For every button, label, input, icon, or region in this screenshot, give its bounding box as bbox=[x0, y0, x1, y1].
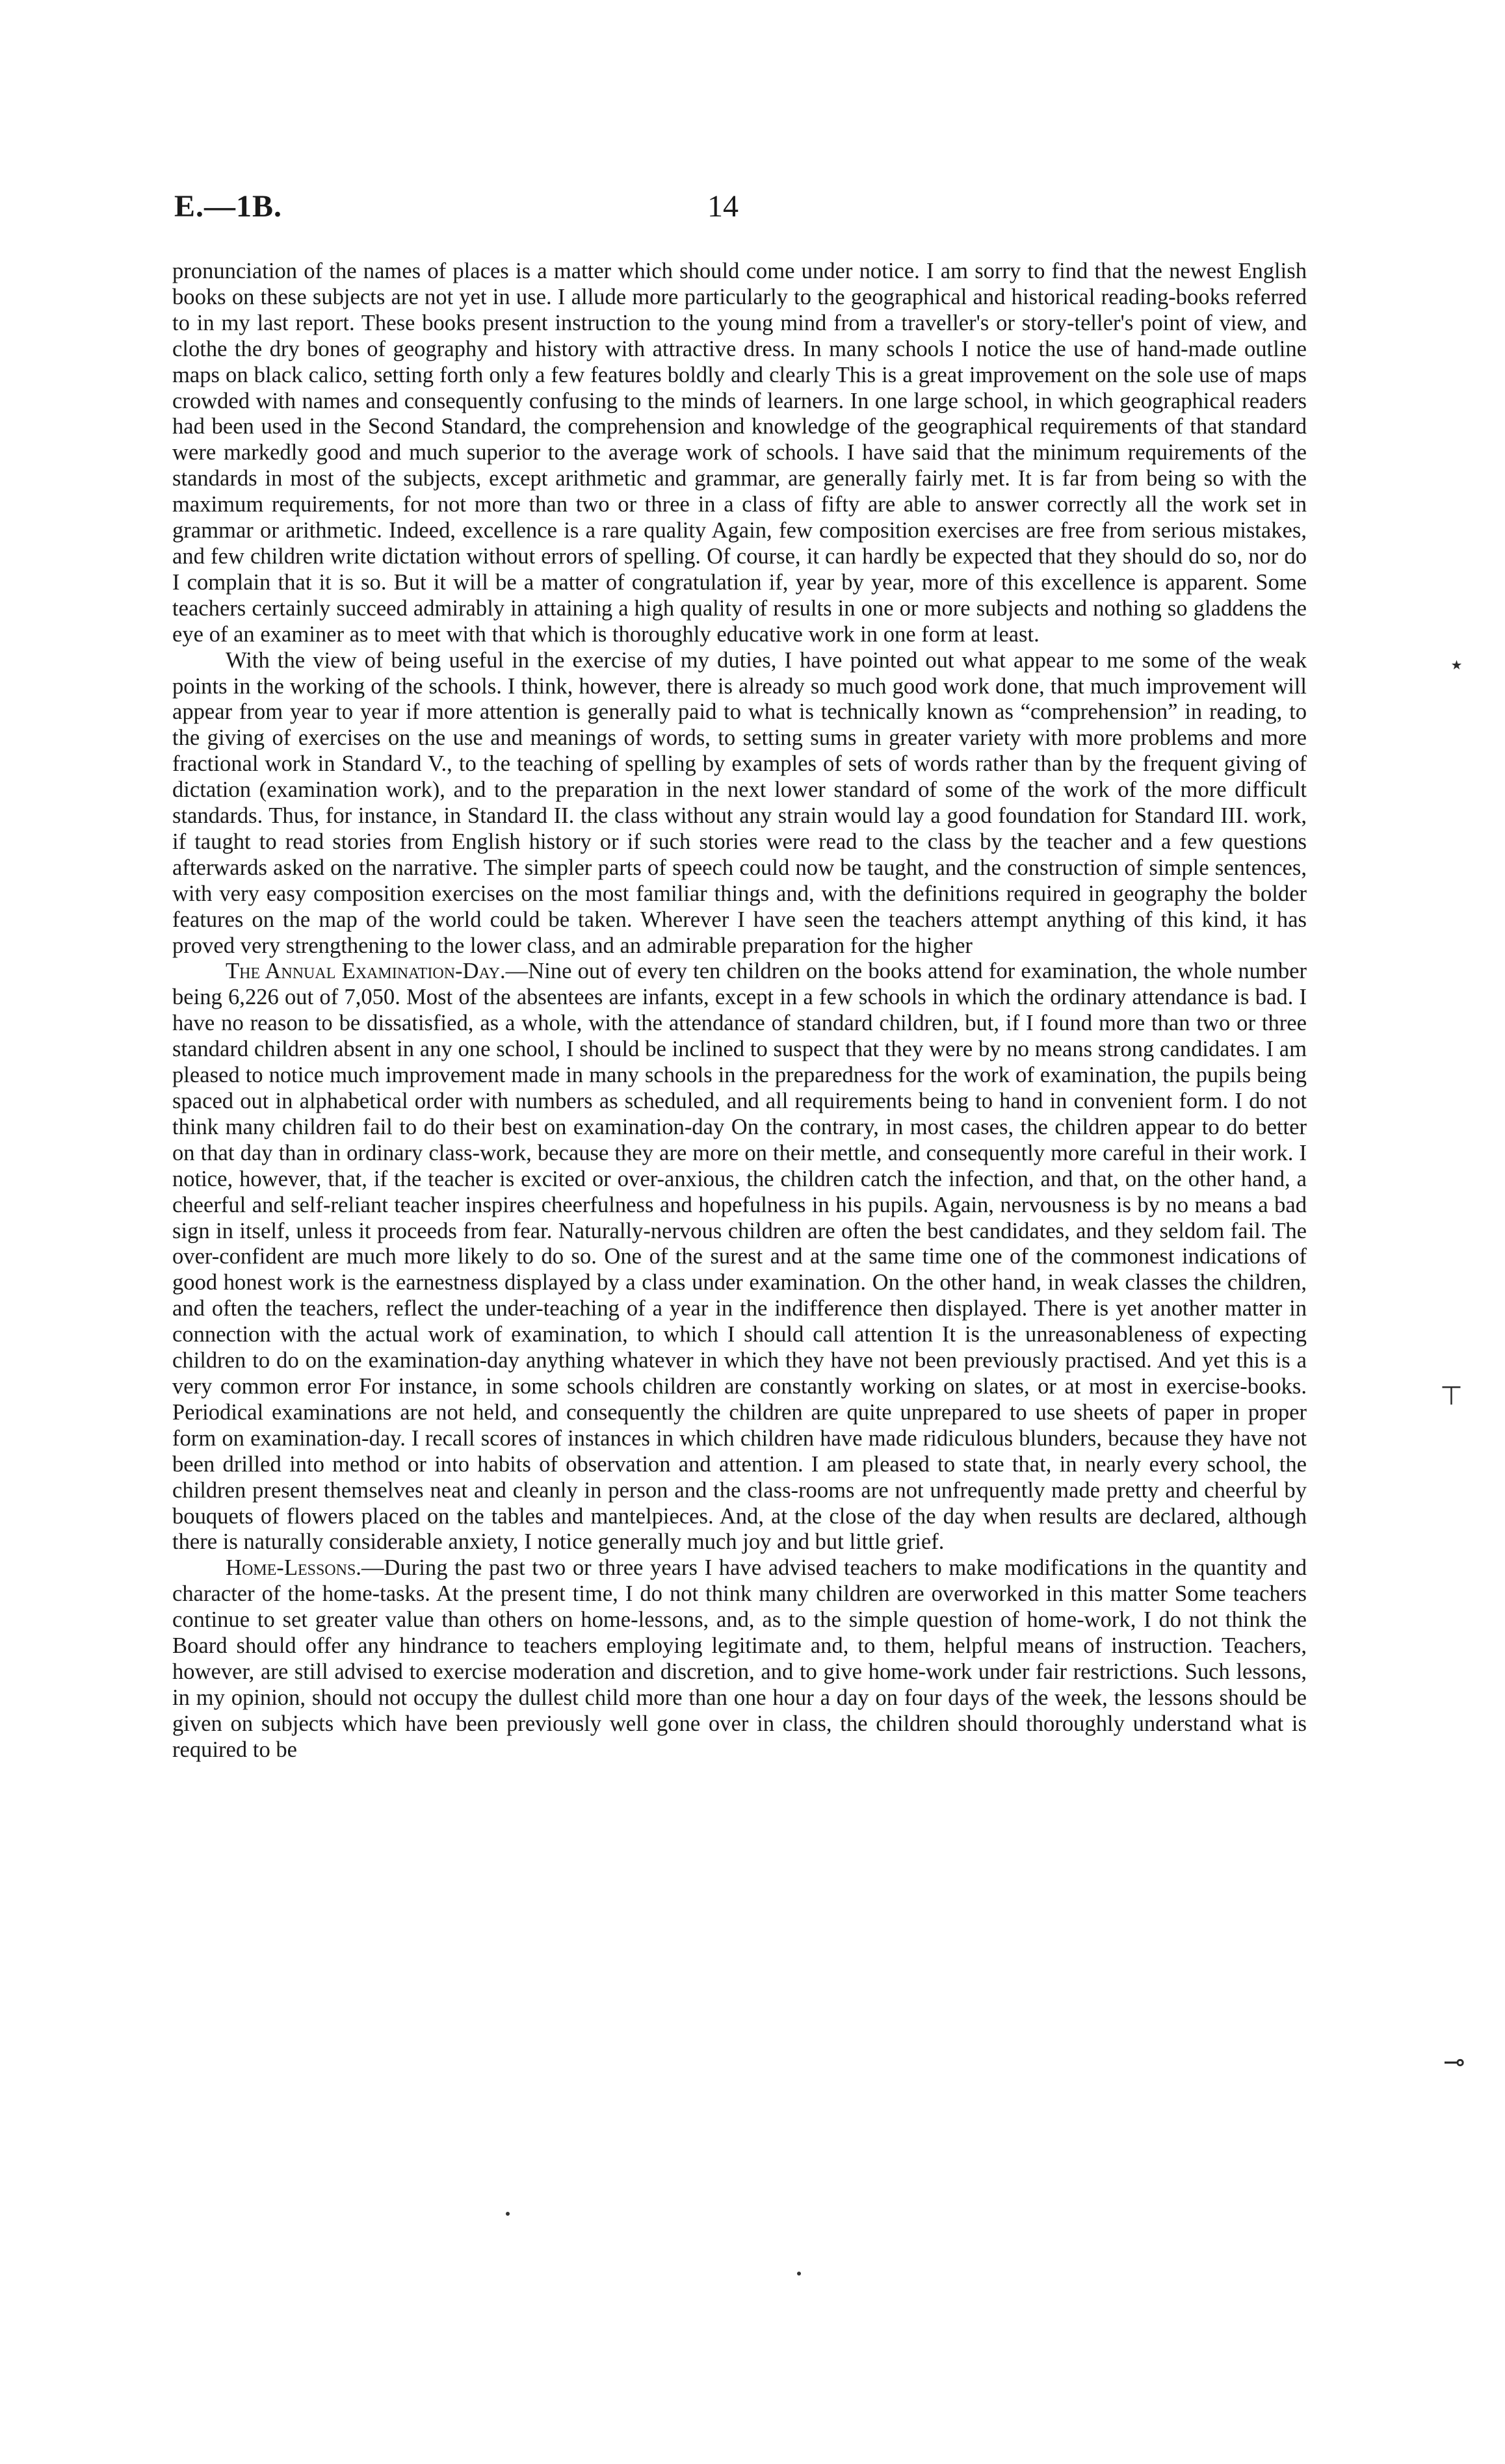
page-number: 14 bbox=[707, 189, 739, 224]
paragraph-home-lessons bbox=[172, 1555, 1307, 1763]
paragraph-weak-points bbox=[172, 648, 1307, 959]
margin-mark-icon: ⊤ bbox=[1440, 1381, 1463, 1411]
ink-speck bbox=[797, 2272, 801, 2276]
body-text bbox=[172, 259, 1307, 1763]
paragraph-text: —Nine out of every ten children on the books attend for examination, the whole number being 6,226 out of 7,050. Most of the absentees are infants, except in a few schools in which the ordinary attendance is bad. I have no reason to be dissatisfied, as a whole, with the attendance of standard children, but, if I found more than two or three standard children absent in any one school, I should be inclined to suspect that they were by no means strong candidates. I am pleased to notice much improvement made in many schools in the preparedness for the work of examination, the pupils being spaced out in alphabetical order with numbers as scheduled, and all requirements being to hand in convenient form. I do not think many children fail to do their best on examination-day On the contrary, in most cases, the children appear to do better on that day than in ordinary class-work, because they are more on their mettle, and consequently more careful in their work. I notice, however, that, if the teacher is excited or over-anxious, the children catch the infection, and that, on the other hand, a cheerful and self-reliant teacher inspires cheerfulness and hopefulness in his pupils. Again, nervousness is by no means a bad sign in itself, unless it proceeds from fear. Naturally-nervous children are often the best candidates, and they seldom fail. The over-confident are much more likely to do so. One of the surest and at the same time one of the commonest indications of good honest work is the earnestness displayed by a class under examination. On the other hand, in weak classes the children, and often the teachers, reflect the under-teaching of a year in the indifference then displayed. There is yet another matter in connection with the actual work of examination, to which I should call attention It is the unreasonableness of expecting children to do on the examination-day anything whatever in which they have not been previously practised. And yet this is a very common error For instance, in some schools children are constantly working on slates, or at most in exercise-books. Periodical examinations are not held, and consequently the children are quite unprepared to use sheets of paper in proper form on examination-day. I recall scores of instances in which children have made ridiculous blunders, because they have not been drilled into method or into habits of observation and attention. I am pleased to state that, in nearly every school, the children present themselves neat and cleanly in person and the class-rooms are not unfrequently made pretty and cheerful by bouquets of flowers placed on the tables and mantelpieces. And, at the close of the day when results are declared, although there is naturally considerable anxiety, I notice generally much joy and but little grief. bbox=[172, 959, 1307, 1555]
margin-mark-icon: ⋆ bbox=[1448, 650, 1465, 680]
ink-speck bbox=[506, 2212, 510, 2216]
paragraph-text: pronunciation of the names of places is a matter which should come under notice. I am sorry to find that the newest English books on these subjects are not yet in use. I allude more particularly to the geographical and historical reading-books referred to in my last report. These books present instruction to the young mind from a traveller's or story-teller's point of view, and clothe the dry bones of geography and history with attractive dress. In many schools I notice the use of hand-made outline maps on black calico, setting forth only a few features boldly and clearly This is a great improvement on the sole use of maps crowded with names and consequently confusing to the minds of learners. In one large school, in which geographical readers had been used in the Second Standard, the comprehension and knowledge of the geographical requirements of that standard were markedly good and much superior to the average work of schools. I have said that the minimum requirements of the standards in most of the subjects, except arithmetic and grammar, are generally fairly met. It is far from being so with the maximum requirements, for not more than two or three in a class of fifty are able to answer correctly all the work set in grammar or arithmetic. Indeed, excellence is a rare quality Again, few composition exercises are free from serious mistakes, and few children write dictation without errors of spelling. Of course, it can hardly be expected that they should do so, nor do I complain that it is so. But it will be a matter of congratulation if, year by year, more of this excellence is apparent. Some teachers certainly succeed admirably in attaining a high quality of results in one or more subjects and nothing so gladdens the eye of an examiner as to meet with that which is thoroughly educative work in one form at least. bbox=[172, 259, 1307, 647]
section-heading: The Annual Examination-Day. bbox=[226, 959, 506, 984]
document-reference: E.—1B. bbox=[174, 189, 283, 224]
page-header bbox=[174, 188, 1305, 240]
paragraph-examination-day bbox=[172, 959, 1307, 1555]
margin-mark-icon: ⊸ bbox=[1443, 2047, 1465, 2077]
section-heading: Home-Lessons. bbox=[226, 1555, 361, 1581]
paragraph-text: —During the past two or three years I have advised teachers to make modifications in the quantity and character of the home-tasks. At the present time, I do not think many children are overworked in this matter Some teachers continue to set greater value than others on home-lessons, and, as to the simple question of home-work, I do not think the Board should offer any hindrance to teachers employing legitimate and, to them, helpful means of instruction. Teachers, however, are still advised to exercise moderation and discretion, and to give home-work under fair restrictions. Such lessons, in my opinion, should not occupy the dullest child more than one hour a day on four days of the week, the lessons should be given on subjects which have been previously well gone over in class, the children should thoroughly understand what is required to be bbox=[172, 1555, 1307, 1762]
paragraph-geography bbox=[172, 259, 1307, 648]
paragraph-text: With the view of being useful in the exercise of my duties, I have pointed out what appear to me some of the weak points in the working of the schools. I think, however, there is already so much good work done, that much improvement will appear from year to year if more attention is generally paid to what is technically known as “comprehension” in reading, to the giving of exercises on the use and meanings of words, to setting sums in greater variety with more problems and more fractional work in Standard V., to the teaching of spelling by examples of sets of words rather than by the frequent giving of dictation (examination work), and to the preparation in the next lower standard of some of the work of the more difficult standards. Thus, for instance, in Standard II. the class without any strain would lay a good foundation for Standard III. work, if taught to read stories from English history or if such stories were read to the class by the teacher and a few questions afterwards asked on the narrative. The simpler parts of speech could now be taught, and the construction of simple sentences, with very easy composition exercises on the most familiar things and, with the definitions required in geography the bolder features on the map of the world could be taken. Wherever I have seen the teachers attempt anything of this kind, it has proved very strengthening to the lower class, and an admirable preparation for the higher bbox=[172, 647, 1307, 958]
